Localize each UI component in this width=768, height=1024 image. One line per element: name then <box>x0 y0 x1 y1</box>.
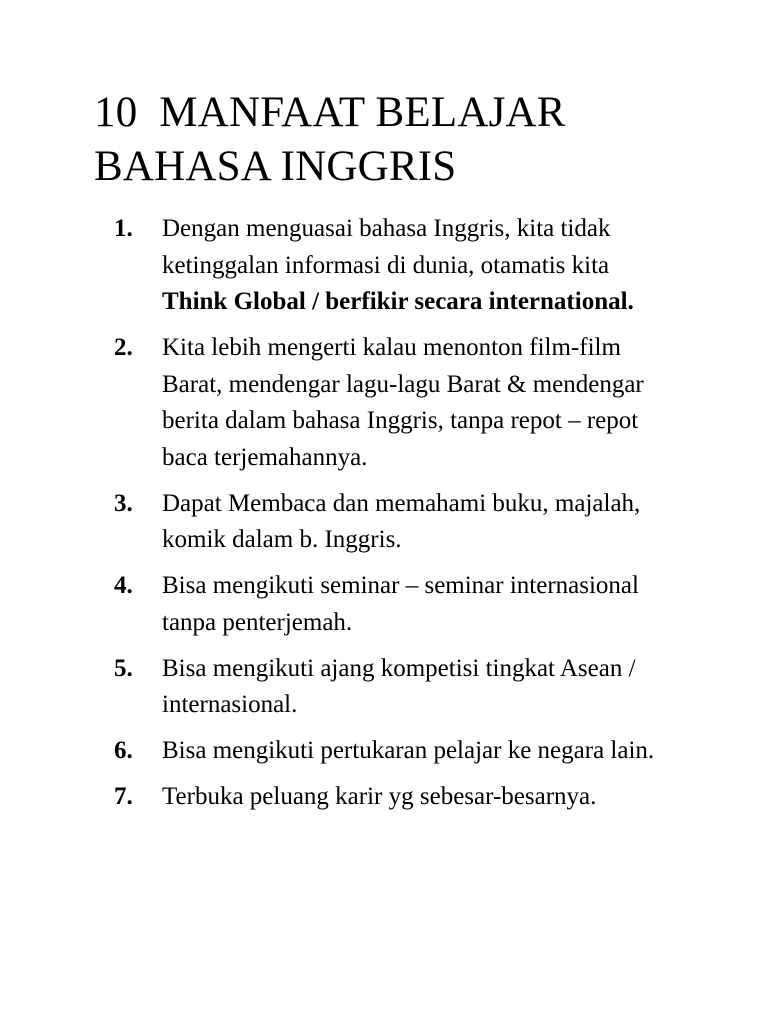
item-bold-text: Think Global / berfikir secara international. <box>162 288 634 315</box>
item-text: Bisa mengikuti pertukaran pelajar ke negara lain. <box>162 737 655 764</box>
item-number: 4. <box>114 572 133 599</box>
benefits-list <box>94 211 708 816</box>
list-item <box>94 779 672 816</box>
item-number: 5. <box>114 654 133 682</box>
item-text: Dapat Membaca dan memahami buku, majalah, komik dalam b. Inggris. <box>162 489 641 553</box>
item-text: Dengan menguasai bahasa Inggris, kita tidak ketinggalan informasi di dunia, otamatis kita <box>162 215 611 279</box>
item-text: Terbuka peluang karir yg sebesar-besarnya. <box>162 783 597 810</box>
list-item <box>94 486 672 559</box>
item-number: 7. <box>114 783 133 810</box>
list-item <box>94 733 672 770</box>
list-item <box>94 330 672 476</box>
item-text: Bisa mengikuti ajang kompetisi tingkat Asean / internasional. <box>162 654 636 718</box>
title-line-2: BAHASA INGGRIS <box>94 143 457 190</box>
list-item <box>94 651 672 724</box>
page-title <box>94 86 654 194</box>
item-number: 1. <box>114 215 133 242</box>
item-number: 3. <box>114 489 133 517</box>
item-text: Kita lebih mengerti kalau menonton film-film Barat, mendengar lagu-lagu Barat & mendengar berita dalam bahasa Inggris, tanpa repot – repot baca terjemahannya. <box>162 334 644 471</box>
item-text: Bisa mengikuti seminar – seminar internasional tanpa penterjemah. <box>162 572 639 636</box>
list-item <box>94 211 672 321</box>
title-line-1: 10 MANFAAT BELAJAR <box>94 89 566 136</box>
item-number: 2. <box>114 334 133 361</box>
item-number: 6. <box>114 737 133 764</box>
list-item <box>94 568 672 641</box>
